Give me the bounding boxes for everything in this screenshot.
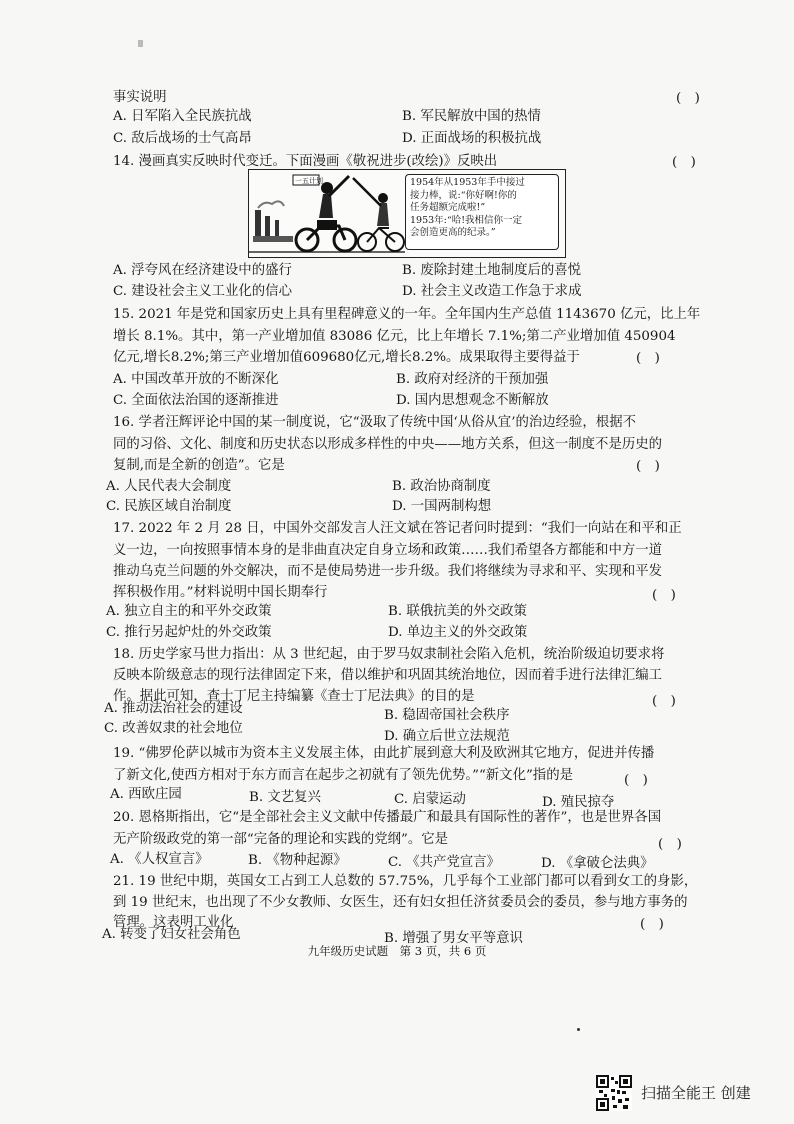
q21-stem-line3: 管理。这表明工业化 bbox=[113, 915, 234, 930]
q18-option-a: A. 推动法治社会的建设 bbox=[104, 701, 243, 716]
q16-stem-line1: 16. 学者汪辉评论中国的某一制度说，它“汲取了传统中国‘从俗从宜’的治边经验，根据不 bbox=[113, 415, 636, 430]
q15-option-b: B. 政府对经济的干预加强 bbox=[396, 372, 549, 387]
page-footer: 九年级历史试题 第 3 页，共 6 页 bbox=[307, 944, 487, 958]
scanner-watermark: 扫描全能王 创建 bbox=[641, 1084, 751, 1102]
q21-option-b: B. 增强了男女平等意识 bbox=[384, 931, 523, 946]
qr-code-icon bbox=[596, 1075, 632, 1111]
q15-stem-line2: 增长 8.1%。其中，第一产业增加值 83086 亿元，比上年增长 7.1%;第二产业增加值 450904 bbox=[113, 329, 676, 344]
q19-stem-line2: 了新文化,使西方相对于东方而言在起步之初就有了领先优势。”“新文化”指的是 bbox=[113, 768, 573, 783]
scan-speck bbox=[577, 1028, 580, 1031]
q17-stem-line1: 17. 2022 年 2 月 28 日，中国外交部发言人汪文斌在答记者问时提到：“我们一向站在和平和正 bbox=[113, 521, 682, 536]
q21-stem-line2: 到 19 世纪末，也出现了不少女教师、女医生，还有妇女担任济贫委员会的委员，参与地方事务的 bbox=[113, 895, 688, 910]
q17-stem-line4: 挥积极作用。”材料说明中国长期奉行 bbox=[113, 585, 328, 600]
q13-option-b: B. 军民解放中国的热情 bbox=[402, 109, 541, 124]
q18-option-c: C. 改善奴隶的社会地位 bbox=[104, 721, 243, 736]
q19-option-a: A. 西欧庄园 bbox=[110, 787, 182, 802]
cartoon-illustration bbox=[249, 170, 405, 257]
q19-answer-paren: ( ) bbox=[624, 773, 648, 788]
q13-stem-end: 事实说明 bbox=[113, 90, 167, 105]
q19-stem-line1: 19. “佛罗伦萨以城市为资本主义发展主体，由此扩展到意大利及欧洲其它地方，促进并传播 bbox=[113, 746, 655, 761]
q20-stem-line2: 无产阶级政党的第一部“完备的理论和实践的党纲”。它是 bbox=[113, 832, 449, 847]
q17-stem-line2: 义一边，一向按照事情本身的是非曲直决定自身立场和政策……我们希望各方都能和中方一道 bbox=[113, 543, 663, 558]
q14-cartoon bbox=[248, 169, 566, 258]
q15-answer-paren: ( ) bbox=[636, 351, 660, 366]
q16-option-c: C. 民族区域自治制度 bbox=[106, 499, 232, 514]
q17-stem-line3: 推动乌克兰问题的外交解决，而不是使局势进一步升级。我们将继续为寻求和平、实现和平发 bbox=[113, 564, 663, 579]
q18-stem-line3: 作。据此可知，查士丁尼主持编纂《查士丁尼法典》的目的是 bbox=[113, 689, 475, 704]
q20-option-a: A. 《人权宣言》 bbox=[110, 852, 209, 867]
q17-option-b: B. 联俄抗美的外交政策 bbox=[388, 604, 527, 619]
q18-answer-paren: ( ) bbox=[652, 694, 676, 709]
q16-answer-paren: ( ) bbox=[636, 459, 660, 474]
q16-option-a: A. 人民代表大会制度 bbox=[106, 479, 232, 494]
q15-stem-line3: 亿元,增长8.2%;第三产业增加值609680亿元,增长8.2%。成果取得主要得益于 bbox=[113, 350, 580, 365]
speech-line: 接力棒，说:“你好啊!你的 bbox=[410, 189, 517, 201]
q19-option-b: B. 文艺复兴 bbox=[249, 790, 321, 805]
q17-option-a: A. 独立自主的和平外交政策 bbox=[106, 604, 272, 619]
q13-option-a: A. 日军陷入全民族抗战 bbox=[113, 109, 252, 124]
q14-answer-paren: ( ) bbox=[672, 155, 696, 170]
q17-answer-paren: ( ) bbox=[652, 588, 676, 603]
q20-option-b: B. 《物种起源》 bbox=[248, 853, 347, 868]
q15-option-d: D. 国内思想观念不断解放 bbox=[396, 393, 549, 408]
q15-option-c: C. 全面依法治国的逐渐推进 bbox=[113, 393, 279, 408]
q18-option-d: D. 确立后世立法规范 bbox=[384, 729, 510, 744]
q21-option-a: A. 转变了妇女社会角色 bbox=[102, 927, 241, 942]
q14-stem: 14. 漫画真实反映时代变迁。下面漫画《敬祝进步(改绘)》反映出 bbox=[113, 154, 498, 169]
q17-option-c: C. 推行另起炉灶的外交政策 bbox=[106, 625, 272, 640]
q16-stem-line3: 复制,而是全新的创造”。它是 bbox=[113, 458, 285, 473]
q19-option-c: C. 启蒙运动 bbox=[394, 792, 466, 807]
q14-speech-bubble bbox=[405, 174, 559, 250]
q19-option-d: D. 殖民掠夺 bbox=[542, 795, 615, 810]
q16-option-d: D. 一国两制构想 bbox=[392, 499, 492, 514]
q20-option-c: C. 《共产党宣言》 bbox=[388, 855, 501, 870]
q14-option-b: B. 废除封建土地制度后的喜悦 bbox=[402, 263, 582, 278]
q16-option-b: B. 政治协商制度 bbox=[392, 479, 491, 494]
q15-option-a: A. 中国改革开放的不断深化 bbox=[113, 372, 279, 387]
speech-line: 1954年从1953年手中接过 bbox=[410, 177, 525, 188]
q13-option-d: D. 正面战场的积极抗战 bbox=[402, 131, 542, 146]
q21-stem-line1: 21. 19 世纪中期，英国女工占到工人总数的 57.75%，几乎每个工业部门都可以看到女工的身影， bbox=[113, 874, 698, 889]
q20-stem-line1: 20. 恩格斯指出，它“是全部社会主义文献中传播最广和最具有国际性的著作”，也是世界各国 bbox=[113, 810, 662, 825]
scan-mark bbox=[138, 40, 143, 47]
q20-answer-paren: ( ) bbox=[658, 837, 682, 852]
q14-option-c: C. 建设社会主义工业化的信心 bbox=[113, 284, 292, 299]
q18-stem-line2: 反映本阶级意志的现行法律固定下来，借以维护和巩固其统治地位，因而着手进行法律汇编工 bbox=[113, 668, 663, 683]
q13-answer-paren: ( ) bbox=[676, 91, 700, 106]
q21-answer-paren: ( ) bbox=[640, 917, 664, 932]
q15-stem-line1: 15. 2021 年是党和国家历史上具有里程碑意义的一年。全年国内生产总值 1143670 亿元，比上年 bbox=[113, 307, 701, 322]
cartoon-plan-label: 一五计划 bbox=[295, 177, 323, 185]
q13-option-c: C. 敌后战场的士气高昂 bbox=[113, 131, 252, 146]
q17-option-d: D. 单边主义的外交政策 bbox=[388, 625, 528, 640]
q16-stem-line2: 同的习俗、文化、制度和历史状态以形成多样性的中央——地方关系，但这一制度不是历史的 bbox=[113, 437, 663, 452]
speech-line: 任务超额完成啦!” bbox=[410, 202, 486, 213]
q14-option-d: D. 社会主义改造工作急于求成 bbox=[402, 284, 582, 299]
q18-stem-line1: 18. 历史学家马世力指出：从 3 世纪起，由于罗马奴隶制社会陷入危机，统治阶级迫切要求将 bbox=[113, 647, 665, 662]
q18-option-b: B. 稳固帝国社会秩序 bbox=[384, 708, 510, 723]
q20-option-d: D. 《拿破仑法典》 bbox=[541, 856, 654, 871]
speech-line: 会创造更高的纪录。” bbox=[410, 227, 496, 238]
q14-option-a: A. 浮夸风在经济建设中的盛行 bbox=[113, 263, 292, 278]
speech-line: 1953年:“哈!我相信你一定 bbox=[410, 214, 523, 226]
